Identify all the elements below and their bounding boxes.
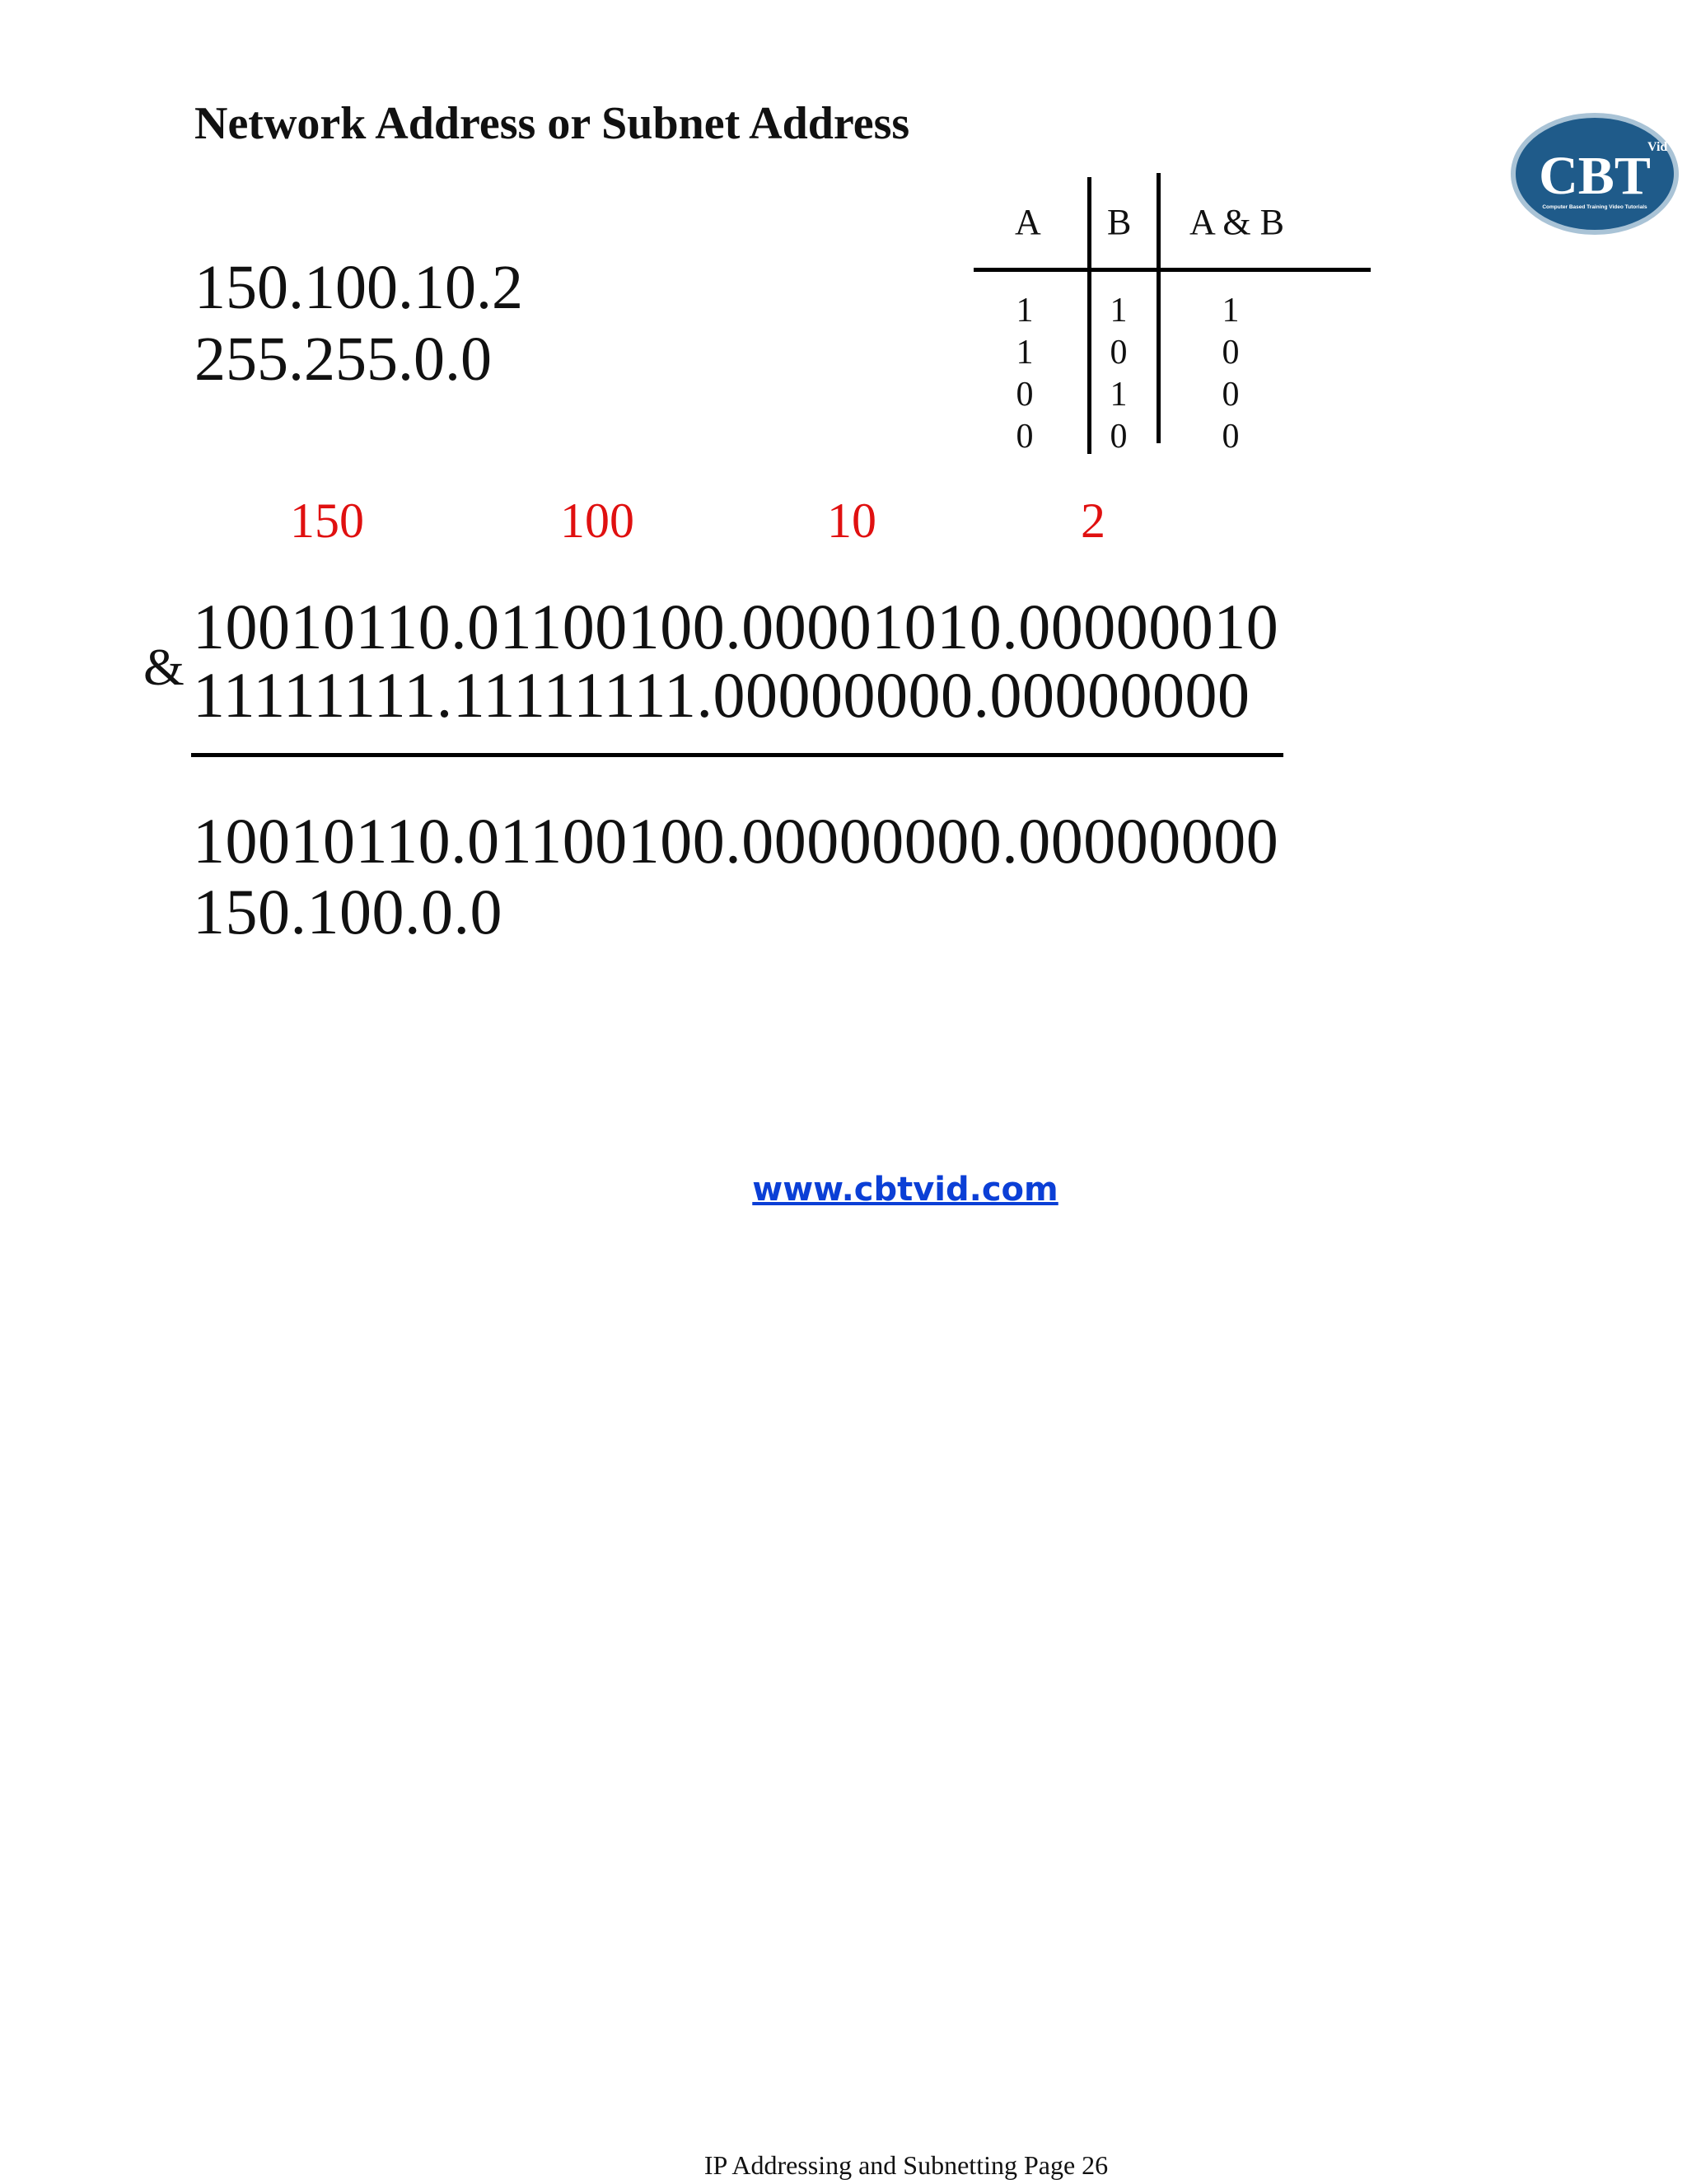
- truth-table-cell: 0: [1222, 334, 1240, 372]
- truth-table-header-and: A & B: [1189, 202, 1284, 242]
- truth-table-cell: 0: [1110, 334, 1128, 372]
- result-rule: [191, 753, 1283, 757]
- truth-table-column-and: [1214, 293, 1247, 454]
- page-title: Network Address or Subnet Address: [194, 98, 910, 149]
- website-link-text[interactable]: www.cbtvid.com: [752, 1171, 1058, 1209]
- cbt-vid-logo: [1509, 111, 1680, 236]
- truth-table-cell: 0: [1222, 376, 1240, 414]
- subnet-mask: 255.255.0.0: [194, 325, 492, 394]
- logo-tagline: Computer Based Training Video Tutorials: [1542, 204, 1647, 210]
- truth-table-cell: 0: [1016, 376, 1034, 414]
- truth-table-cell: 0: [1222, 418, 1240, 456]
- truth-table-cell: 1: [1110, 376, 1128, 414]
- logo-text: CBT: [1539, 146, 1651, 206]
- octet-label-3: 10: [827, 493, 876, 548]
- website-link[interactable]: [0, 1171, 1687, 1209]
- truth-table-cell: 0: [1110, 418, 1128, 456]
- and-operator: &: [143, 638, 185, 696]
- ip-binary: 10010110.01100100.00001010.00000010: [193, 591, 1279, 662]
- truth-table-cell: 1: [1016, 292, 1034, 330]
- truth-table-cell: 1: [1110, 292, 1128, 330]
- truth-table-cell: 0: [1016, 418, 1034, 456]
- octet-label-2: 100: [560, 493, 634, 548]
- mask-binary: 11111111.11111111.00000000.00000000: [193, 659, 1250, 731]
- truth-table-column-b: [1102, 293, 1135, 454]
- truth-table-cell: 1: [1016, 334, 1034, 372]
- result-decimal: 150.100.0.0: [193, 876, 502, 947]
- page-footer: [0, 2152, 1687, 2178]
- truth-table-header-a: A: [1015, 202, 1041, 242]
- truth-table-header-b: B: [1107, 202, 1132, 242]
- logo-superscript: Vid: [1647, 140, 1668, 154]
- truth-table-column-a: [1008, 293, 1041, 454]
- truth-table-cell: 1: [1222, 292, 1240, 330]
- truth-table-divider-1: [1087, 177, 1091, 454]
- truth-table-divider-2: [1157, 173, 1161, 443]
- truth-table-header-rule: [974, 268, 1371, 272]
- result-binary: 10010110.01100100.00000000.00000000: [193, 805, 1279, 877]
- page-footer-text: IP Addressing and Subnetting Page 26: [703, 2150, 1109, 2180]
- ip-address: 150.100.10.2: [194, 253, 523, 322]
- octet-label-4: 2: [1081, 493, 1105, 548]
- octet-label-1: 150: [290, 493, 364, 548]
